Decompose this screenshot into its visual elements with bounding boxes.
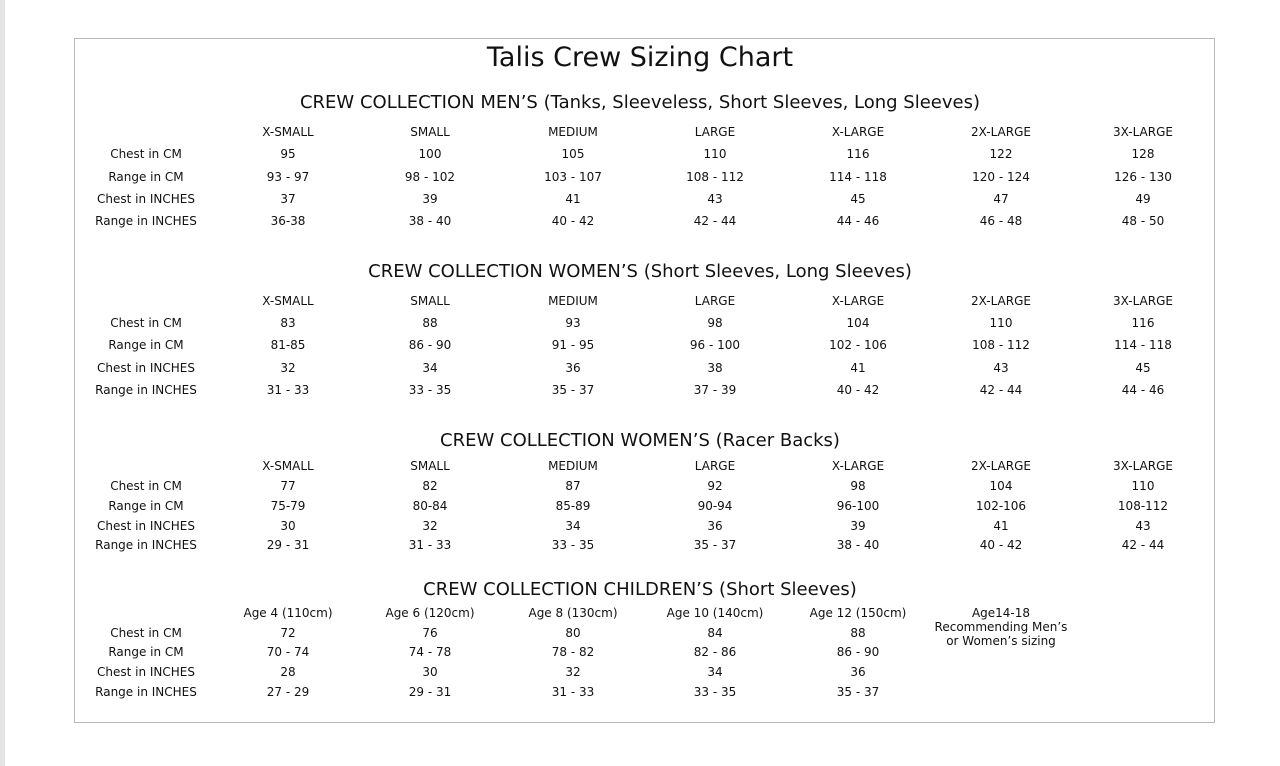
row-label: Chest in INCHES xyxy=(96,192,195,206)
row-label: Range in CM xyxy=(108,170,184,184)
table-cell: 92 xyxy=(707,479,723,493)
table-cell: 80-84 xyxy=(412,499,448,513)
size-header: Age 6 (120cm) xyxy=(385,606,475,620)
size-header: MEDIUM xyxy=(548,459,598,473)
table-cell: 80 xyxy=(565,626,581,640)
row-label: Chest in CM xyxy=(110,316,182,330)
table-cell: 93 xyxy=(565,316,581,330)
table-cell: 102 - 106 xyxy=(829,338,887,352)
table-cell: 31 - 33 xyxy=(266,383,310,397)
table-cell: 76 xyxy=(422,626,438,640)
table-cell: 45 xyxy=(850,192,866,206)
table-cell: 31 - 33 xyxy=(551,685,595,699)
table-cell: 34 xyxy=(422,361,438,375)
table-cell: 33 - 35 xyxy=(551,538,595,552)
size-header: 2X-LARGE xyxy=(971,125,1031,139)
size-header: MEDIUM xyxy=(548,125,598,139)
table-cell: 45 xyxy=(1135,361,1151,375)
table-cell: 88 xyxy=(422,316,438,330)
table-cell: 30 xyxy=(280,519,296,533)
table-cell: 39 xyxy=(850,519,866,533)
size-header: SMALL xyxy=(410,294,450,308)
table-cell: 43 xyxy=(707,192,723,206)
table-cell: 39 xyxy=(422,192,438,206)
size-header: Age 12 (150cm) xyxy=(809,606,907,620)
table-cell: 34 xyxy=(707,665,723,679)
row-label: Chest in CM xyxy=(110,479,182,493)
table-cell: 104 xyxy=(846,316,870,330)
size-header: X-SMALL xyxy=(262,459,314,473)
row-label: Range in INCHES xyxy=(95,214,197,228)
table-cell: 33 - 35 xyxy=(693,685,737,699)
table-cell: 32 xyxy=(565,665,581,679)
table-cell: 48 - 50 xyxy=(1121,214,1165,228)
table-cell: 41 xyxy=(565,192,581,206)
row-label: Range in INCHES xyxy=(95,538,197,552)
section-title: CREW COLLECTION WOMEN’S (Racer Backs) xyxy=(440,430,840,451)
table-cell: 98 - 102 xyxy=(404,170,456,184)
table-cell: 86 - 90 xyxy=(408,338,452,352)
size-header: X-LARGE xyxy=(831,294,885,308)
table-cell: 42 - 44 xyxy=(1121,538,1165,552)
table-cell: 38 xyxy=(707,361,723,375)
table-cell: 108 - 112 xyxy=(686,170,744,184)
page-title: Talis Crew Sizing Chart xyxy=(486,42,794,73)
table-cell: 36 xyxy=(707,519,723,533)
row-label: Chest in INCHES xyxy=(96,665,195,679)
table-cell: 93 - 97 xyxy=(266,170,310,184)
size-header: Age 4 (110cm) xyxy=(243,606,333,620)
table-cell: 114 - 118 xyxy=(829,170,887,184)
size-header: SMALL xyxy=(410,125,450,139)
table-cell: 35 - 37 xyxy=(551,383,595,397)
table-cell: 36-38 xyxy=(270,214,306,228)
table-cell: 116 xyxy=(846,147,870,161)
table-cell: 110 xyxy=(703,147,727,161)
size-header: X-LARGE xyxy=(831,125,885,139)
table-cell: 37 - 39 xyxy=(693,383,737,397)
table-cell: 32 xyxy=(280,361,296,375)
table-cell: 32 xyxy=(422,519,438,533)
table-cell: 43 xyxy=(993,361,1009,375)
table-cell: 86 - 90 xyxy=(836,645,880,659)
table-cell: 100 xyxy=(418,147,442,161)
table-cell: 70 - 74 xyxy=(266,645,310,659)
row-label: Range in CM xyxy=(108,499,184,513)
table-cell: 85-89 xyxy=(555,499,591,513)
row-label: Chest in INCHES xyxy=(96,519,195,533)
row-label: Range in CM xyxy=(108,338,184,352)
row-label: Chest in CM xyxy=(110,626,182,640)
table-cell: 29 - 31 xyxy=(408,685,452,699)
size-header: X-LARGE xyxy=(831,459,885,473)
size-header: LARGE xyxy=(694,294,736,308)
table-cell: 42 - 44 xyxy=(693,214,737,228)
table-cell: 36 xyxy=(850,665,866,679)
table-cell: 42 - 44 xyxy=(979,383,1023,397)
section-title: CREW COLLECTION CHILDREN’S (Short Sleeves) xyxy=(423,579,857,600)
size-header: Age14-18 Recommending Men’s or Women’s sizing xyxy=(934,606,1068,648)
table-cell: 72 xyxy=(280,626,296,640)
section-title: CREW COLLECTION WOMEN’S (Short Sleeves, Long Sleeves) xyxy=(368,261,912,282)
row-label: Chest in INCHES xyxy=(96,361,195,375)
table-cell: 98 xyxy=(707,316,723,330)
table-cell: 102-106 xyxy=(975,499,1027,513)
table-cell: 83 xyxy=(280,316,296,330)
size-header: SMALL xyxy=(410,459,450,473)
table-cell: 44 - 46 xyxy=(836,214,880,228)
table-cell: 95 xyxy=(280,147,296,161)
table-cell: 87 xyxy=(565,479,581,493)
table-cell: 27 - 29 xyxy=(266,685,310,699)
table-cell: 40 - 42 xyxy=(551,214,595,228)
table-cell: 98 xyxy=(850,479,866,493)
table-cell: 114 - 118 xyxy=(1114,338,1172,352)
row-label: Range in CM xyxy=(108,645,184,659)
table-cell: 46 - 48 xyxy=(979,214,1023,228)
size-header: MEDIUM xyxy=(548,294,598,308)
table-cell: 108 - 112 xyxy=(972,338,1030,352)
table-cell: 122 xyxy=(989,147,1013,161)
table-cell: 108-112 xyxy=(1117,499,1169,513)
table-cell: 84 xyxy=(707,626,723,640)
table-cell: 77 xyxy=(280,479,296,493)
table-cell: 31 - 33 xyxy=(408,538,452,552)
table-cell: 110 xyxy=(1131,479,1155,493)
table-cell: 36 xyxy=(565,361,581,375)
size-header: X-SMALL xyxy=(262,294,314,308)
table-cell: 38 - 40 xyxy=(408,214,452,228)
table-cell: 96 - 100 xyxy=(689,338,741,352)
table-cell: 78 - 82 xyxy=(551,645,595,659)
table-cell: 116 xyxy=(1131,316,1155,330)
table-cell: 40 - 42 xyxy=(979,538,1023,552)
table-cell: 91 - 95 xyxy=(551,338,595,352)
size-header: Age 10 (140cm) xyxy=(666,606,764,620)
table-cell: 33 - 35 xyxy=(408,383,452,397)
table-cell: 30 xyxy=(422,665,438,679)
table-cell: 128 xyxy=(1131,147,1155,161)
row-label: Range in INCHES xyxy=(95,685,197,699)
table-cell: 82 - 86 xyxy=(693,645,737,659)
size-header: LARGE xyxy=(694,459,736,473)
size-header: 3X-LARGE xyxy=(1113,125,1173,139)
table-cell: 38 - 40 xyxy=(836,538,880,552)
size-header: LARGE xyxy=(694,125,736,139)
table-cell: 41 xyxy=(993,519,1009,533)
table-cell: 44 - 46 xyxy=(1121,383,1165,397)
table-cell: 35 - 37 xyxy=(836,685,880,699)
row-label: Chest in CM xyxy=(110,147,182,161)
table-cell: 37 xyxy=(280,192,296,206)
table-cell: 47 xyxy=(993,192,1009,206)
table-cell: 105 xyxy=(561,147,585,161)
table-cell: 90-94 xyxy=(697,499,733,513)
size-header: 2X-LARGE xyxy=(971,294,1031,308)
table-cell: 88 xyxy=(850,626,866,640)
table-cell: 81-85 xyxy=(270,338,306,352)
table-cell: 75-79 xyxy=(270,499,306,513)
size-header: Age 8 (130cm) xyxy=(528,606,618,620)
table-cell: 43 xyxy=(1135,519,1151,533)
size-header: X-SMALL xyxy=(262,125,314,139)
table-cell: 82 xyxy=(422,479,438,493)
row-label: Range in INCHES xyxy=(95,383,197,397)
table-cell: 49 xyxy=(1135,192,1151,206)
table-cell: 41 xyxy=(850,361,866,375)
table-cell: 120 - 124 xyxy=(972,170,1030,184)
table-cell: 29 - 31 xyxy=(266,538,310,552)
section-title: CREW COLLECTION MEN’S (Tanks, Sleeveless, Short Sleeves, Long Sleeves) xyxy=(299,92,981,113)
table-cell: 126 - 130 xyxy=(1114,170,1172,184)
table-cell: 96-100 xyxy=(836,499,880,513)
table-cell: 103 - 107 xyxy=(544,170,602,184)
table-cell: 35 - 37 xyxy=(693,538,737,552)
table-cell: 74 - 78 xyxy=(408,645,452,659)
size-header: 3X-LARGE xyxy=(1113,294,1173,308)
size-header: 2X-LARGE xyxy=(971,459,1031,473)
table-cell: 34 xyxy=(565,519,581,533)
table-cell: 40 - 42 xyxy=(836,383,880,397)
table-cell: 110 xyxy=(989,316,1013,330)
table-cell: 28 xyxy=(280,665,296,679)
size-header: 3X-LARGE xyxy=(1113,459,1173,473)
table-cell: 104 xyxy=(989,479,1013,493)
